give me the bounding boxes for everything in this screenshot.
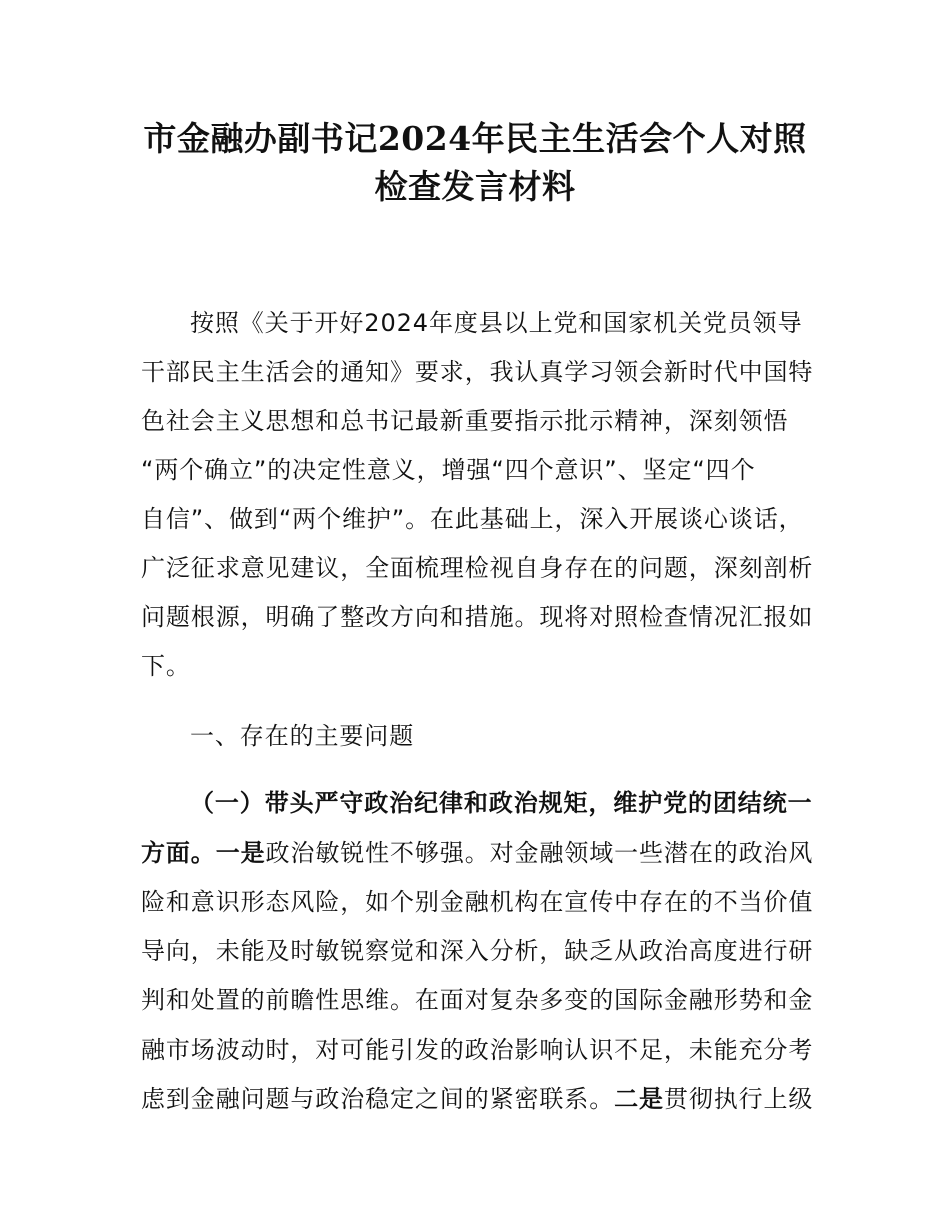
body-paragraph-line	[141, 837, 831, 869]
subsection-heading: （一）带头严守政治纪律和政治规矩，维护党的团结统一	[190, 789, 813, 817]
intro-paragraph-line: 下。	[141, 652, 191, 680]
section-heading: 一、存在的主要问题	[190, 722, 415, 750]
document-title-line-2: 检查发言材料	[374, 167, 576, 206]
intro-paragraph-line: 色社会主义思想和总书记最新重要指示批示精神，深刻领悟	[141, 407, 789, 435]
intro-paragraph-line: “两个确立”的决定性意义，增强“四个意识”、坚定“四个	[141, 456, 756, 484]
intro-paragraph-line: 自信”、做到“两个维护”。在此基础上，深入开展谈心谈话，	[141, 505, 804, 533]
intro-paragraph-line: 按照《关于开好2024年度县以上党和国家机关党员领导	[190, 309, 803, 337]
intro-paragraph-line: 干部民主生活会的通知》要求，我认真学习领会新时代中国特	[141, 358, 814, 386]
intro-paragraph-line: 问题根源，明确了整改方向和措施。现将对照检查情况汇报如	[141, 603, 814, 631]
point-marker: 一是	[215, 839, 266, 867]
body-paragraph-line	[141, 1083, 831, 1115]
point-marker: 二是	[614, 1085, 664, 1113]
document-title-line-1: 市金融办副书记2024年民主生活会个人对照	[143, 119, 807, 158]
body-text: 贯彻执行上级	[663, 1085, 814, 1113]
subsection-heading-end: 方面。	[141, 839, 216, 867]
body-paragraph-line: 融市场波动时，对可能引发的政治影响认识不足，未能充分考	[141, 1036, 814, 1064]
body-paragraph-line: 判和处置的前瞻性思维。在面对复杂多变的国际金融形势和金	[141, 986, 814, 1014]
body-text: 虑到金融问题与政治稳定之间的紧密联系。	[141, 1085, 615, 1113]
body-paragraph-line: 险和意识形态风险，如个别金融机构在宣传中存在的不当价值	[141, 888, 814, 916]
body-text: 政治敏锐性不够强。对金融领域一些潜在的政治风	[265, 839, 814, 867]
intro-paragraph-line: 广泛征求意见建议，全面梳理检视自身存在的问题，深刻剖析	[141, 554, 814, 582]
body-paragraph-line: 导向，未能及时敏锐察觉和深入分析，缺乏从政治高度进行研	[141, 937, 814, 965]
